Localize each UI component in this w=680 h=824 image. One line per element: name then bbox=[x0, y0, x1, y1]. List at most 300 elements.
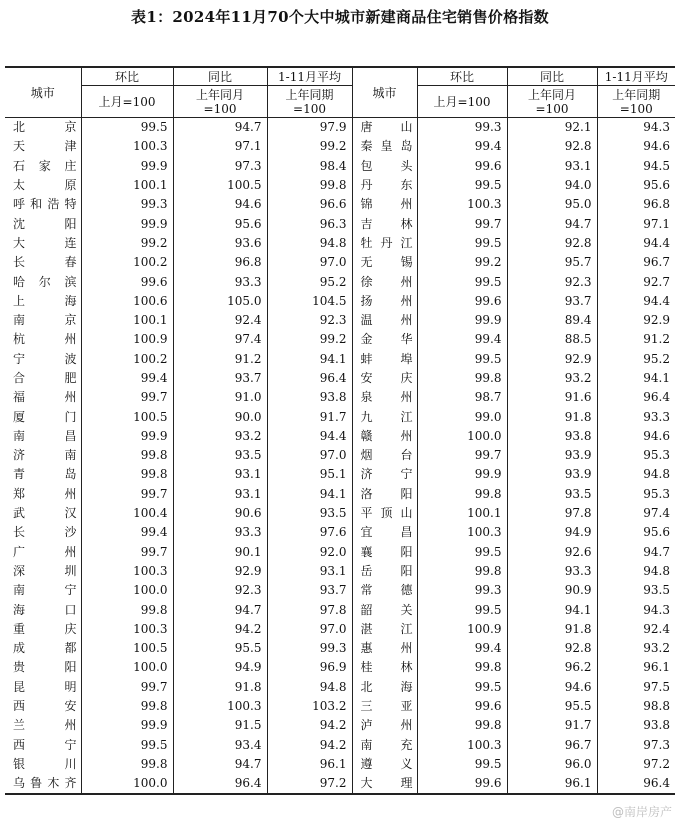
city-right-cell: 金华 bbox=[352, 330, 417, 349]
yoy-right-cell: 96.1 bbox=[507, 774, 597, 794]
yoy-right-cell: 93.9 bbox=[507, 446, 597, 465]
mom-left-cell: 99.5 bbox=[81, 736, 173, 755]
avg-left-cell: 92.3 bbox=[267, 311, 352, 330]
avg-left-cell: 103.2 bbox=[267, 697, 352, 716]
mom-left-cell: 100.1 bbox=[81, 311, 173, 330]
yoy-left-cell: 94.2 bbox=[173, 620, 267, 639]
city-right-cell: 扬州 bbox=[352, 292, 417, 311]
avg-right-cell: 94.3 bbox=[643, 602, 670, 617]
avg-left-cell: 99.3 bbox=[267, 639, 352, 658]
mom-right-cell: 99.4 bbox=[417, 330, 507, 349]
city-right-cell: 徐州 bbox=[352, 272, 417, 291]
city-right-cell: 北海 bbox=[352, 678, 417, 697]
mom-left-cell: 99.8 bbox=[81, 465, 173, 484]
yoy-right-cell: 88.5 bbox=[507, 330, 597, 349]
city-left-cell: 南宁 bbox=[5, 581, 81, 600]
avg-right-cell: 94.1 bbox=[643, 371, 670, 385]
mom-left-cell: 99.5 bbox=[81, 118, 173, 138]
city-right-cell: 三亚 bbox=[352, 697, 417, 716]
avg-left-cell: 96.6 bbox=[267, 195, 352, 214]
avg-right-cell: 96.4 bbox=[643, 390, 670, 405]
city-right-cell: 岳阳 bbox=[352, 562, 417, 581]
yoy-right-cell: 92.8 bbox=[507, 234, 597, 253]
mom-left-cell: 99.7 bbox=[81, 543, 173, 562]
yoy-left-cell: 93.3 bbox=[173, 523, 267, 542]
city-right-cell: 洛阳 bbox=[352, 485, 417, 504]
yoy-right-cell: 96.0 bbox=[507, 755, 597, 774]
avg-right-cell: 95.6 bbox=[643, 525, 670, 540]
city-left-cell: 天津 bbox=[5, 137, 81, 156]
mom-right-cell: 99.7 bbox=[417, 446, 507, 465]
avg-left-cell: 94.2 bbox=[267, 736, 352, 755]
table-row bbox=[5, 716, 675, 735]
avg-right-cell: 94.8 bbox=[643, 563, 670, 578]
avg-right-cell: 93.5 bbox=[643, 583, 670, 598]
avg-right-cell: 94.5 bbox=[643, 158, 670, 173]
city-right-cell: 温州 bbox=[352, 311, 417, 330]
city-left-cell: 北京 bbox=[5, 118, 81, 138]
yoy-left-cell: 93.6 bbox=[173, 234, 267, 253]
table-row bbox=[5, 137, 675, 156]
table-row bbox=[5, 407, 675, 426]
table-row bbox=[5, 446, 675, 465]
avg-left-cell: 98.4 bbox=[267, 157, 352, 176]
table-row bbox=[5, 600, 675, 619]
table-row bbox=[5, 118, 675, 138]
mom-right-cell: 99.5 bbox=[417, 350, 507, 369]
header-yoy-base-left: 上年同月 =100 bbox=[173, 86, 267, 118]
mom-left-cell: 100.3 bbox=[81, 562, 173, 581]
avg-right-cell: 92.9 bbox=[643, 313, 670, 328]
mom-left-cell: 100.2 bbox=[81, 253, 173, 272]
mom-right-cell: 99.8 bbox=[417, 716, 507, 735]
avg-right-cell: 93.8 bbox=[643, 718, 670, 733]
yoy-right-cell: 95.0 bbox=[507, 195, 597, 214]
city-left-cell: 沈阳 bbox=[5, 214, 81, 233]
city-left-cell: 大连 bbox=[5, 234, 81, 253]
mom-left-cell: 100.5 bbox=[81, 407, 173, 426]
yoy-right-cell: 91.8 bbox=[507, 407, 597, 426]
mom-left-cell: 99.7 bbox=[81, 388, 173, 407]
city-right-cell: 襄阳 bbox=[352, 543, 417, 562]
avg-left-cell: 96.9 bbox=[267, 658, 352, 677]
header-city-right: 城市 bbox=[352, 67, 417, 118]
yoy-left-cell: 93.1 bbox=[173, 485, 267, 504]
mom-left-cell: 100.3 bbox=[81, 137, 173, 156]
yoy-right-cell: 89.4 bbox=[507, 311, 597, 330]
yoy-right-cell: 94.1 bbox=[507, 600, 597, 619]
city-right-cell: 泉州 bbox=[352, 388, 417, 407]
table-row bbox=[5, 620, 675, 639]
table-row bbox=[5, 234, 675, 253]
mom-right-cell: 99.4 bbox=[417, 639, 507, 658]
mom-right-cell: 99.9 bbox=[417, 311, 507, 330]
mom-right-cell: 99.9 bbox=[417, 465, 507, 484]
header-avg-right: 1-11月平均 bbox=[597, 67, 675, 86]
mom-left-cell: 100.0 bbox=[81, 774, 173, 794]
yoy-right-cell: 92.3 bbox=[507, 272, 597, 291]
mom-right-cell: 99.5 bbox=[417, 234, 507, 253]
mom-left-cell: 100.0 bbox=[81, 658, 173, 677]
header-city-left: 城市 bbox=[5, 67, 81, 118]
yoy-left-cell: 95.6 bbox=[173, 214, 267, 233]
mom-left-cell: 100.0 bbox=[81, 581, 173, 600]
avg-right-cell: 94.6 bbox=[643, 428, 670, 443]
city-left-cell: 深圳 bbox=[5, 562, 81, 581]
table-row bbox=[5, 388, 675, 407]
table-row bbox=[5, 176, 675, 195]
table-row bbox=[5, 697, 675, 716]
city-left-cell: 上海 bbox=[5, 292, 81, 311]
table-row bbox=[5, 581, 675, 600]
mom-right-cell: 100.9 bbox=[417, 620, 507, 639]
yoy-left-cell: 94.9 bbox=[173, 658, 267, 677]
mom-left-cell: 99.9 bbox=[81, 427, 173, 446]
avg-left-cell: 95.2 bbox=[267, 272, 352, 291]
avg-left-cell: 99.2 bbox=[267, 330, 352, 349]
city-right-cell: 蚌埠 bbox=[352, 350, 417, 369]
city-right-cell: 秦皇岛 bbox=[352, 137, 417, 156]
avg-left-cell: 104.5 bbox=[267, 292, 352, 311]
avg-right-cell: 94.8 bbox=[643, 467, 670, 482]
yoy-left-cell: 95.5 bbox=[173, 639, 267, 658]
yoy-left-cell: 97.4 bbox=[173, 330, 267, 349]
mom-left-cell: 99.9 bbox=[81, 214, 173, 233]
city-right-cell: 宜昌 bbox=[352, 523, 417, 542]
city-right-cell: 济宁 bbox=[352, 465, 417, 484]
table-row bbox=[5, 157, 675, 176]
city-left-cell: 青岛 bbox=[5, 465, 81, 484]
avg-right-cell: 96.1 bbox=[643, 660, 670, 675]
city-right-cell: 唐山 bbox=[352, 118, 417, 138]
avg-right-cell: 95.2 bbox=[643, 351, 670, 366]
avg-left-cell: 93.5 bbox=[267, 504, 352, 523]
city-right-cell: 包头 bbox=[352, 157, 417, 176]
city-left-cell: 合肥 bbox=[5, 369, 81, 388]
avg-right-cell: 93.3 bbox=[643, 409, 670, 424]
mom-right-cell: 99.5 bbox=[417, 678, 507, 697]
city-left-cell: 重庆 bbox=[5, 620, 81, 639]
mom-left-cell: 99.9 bbox=[81, 157, 173, 176]
mom-right-cell: 99.6 bbox=[417, 292, 507, 311]
avg-right-cell: 97.2 bbox=[643, 756, 670, 771]
yoy-left-cell: 90.6 bbox=[173, 504, 267, 523]
city-right-cell: 平顶山 bbox=[352, 504, 417, 523]
table-title: 表1：2024年11月70个大中城市新建商品住宅销售价格指数 bbox=[131, 8, 549, 26]
avg-left-cell: 97.0 bbox=[267, 253, 352, 272]
mom-right-cell: 99.6 bbox=[417, 774, 507, 794]
yoy-right-cell: 96.7 bbox=[507, 736, 597, 755]
yoy-left-cell: 93.1 bbox=[173, 465, 267, 484]
table-row bbox=[5, 774, 675, 794]
yoy-left-cell: 93.4 bbox=[173, 736, 267, 755]
city-right-cell: 惠州 bbox=[352, 639, 417, 658]
yoy-right-cell: 92.1 bbox=[507, 118, 597, 138]
yoy-left-cell: 97.3 bbox=[173, 157, 267, 176]
mom-left-cell: 99.8 bbox=[81, 446, 173, 465]
table-row bbox=[5, 195, 675, 214]
table-row bbox=[5, 369, 675, 388]
header-mom-base-right: 上月=100 bbox=[417, 86, 507, 118]
header-yoy-right: 同比 bbox=[507, 67, 597, 86]
yoy-left-cell: 93.2 bbox=[173, 427, 267, 446]
city-right-cell: 吉林 bbox=[352, 214, 417, 233]
yoy-left-cell: 91.0 bbox=[173, 388, 267, 407]
yoy-left-cell: 93.3 bbox=[173, 272, 267, 291]
city-right-cell: 安庆 bbox=[352, 369, 417, 388]
yoy-left-cell: 90.0 bbox=[173, 407, 267, 426]
avg-left-cell: 97.6 bbox=[267, 523, 352, 542]
avg-left-cell: 94.4 bbox=[267, 427, 352, 446]
avg-right-cell: 97.5 bbox=[643, 679, 670, 694]
avg-right-cell: 95.3 bbox=[643, 486, 670, 501]
city-right-cell: 泸州 bbox=[352, 716, 417, 735]
yoy-right-cell: 90.9 bbox=[507, 581, 597, 600]
yoy-right-cell: 92.8 bbox=[507, 137, 597, 156]
avg-right-cell: 98.8 bbox=[643, 699, 670, 714]
yoy-right-cell: 95.5 bbox=[507, 697, 597, 716]
mom-right-cell: 99.4 bbox=[417, 137, 507, 156]
mom-left-cell: 99.8 bbox=[81, 755, 173, 774]
avg-right-cell: 94.4 bbox=[643, 235, 670, 250]
city-right-cell: 湛江 bbox=[352, 620, 417, 639]
table-body bbox=[5, 118, 675, 795]
avg-right-cell: 92.7 bbox=[643, 274, 670, 289]
mom-left-cell: 100.4 bbox=[81, 504, 173, 523]
avg-left-cell: 96.1 bbox=[267, 755, 352, 774]
city-right-cell: 锦州 bbox=[352, 195, 417, 214]
yoy-left-cell: 91.8 bbox=[173, 678, 267, 697]
yoy-right-cell: 93.7 bbox=[507, 292, 597, 311]
city-left-cell: 乌鲁木齐 bbox=[5, 774, 81, 794]
yoy-left-cell: 97.1 bbox=[173, 137, 267, 156]
mom-right-cell: 99.0 bbox=[417, 407, 507, 426]
avg-left-cell: 94.8 bbox=[267, 234, 352, 253]
avg-right-cell: 94.6 bbox=[643, 139, 670, 154]
mom-right-cell: 99.8 bbox=[417, 658, 507, 677]
city-left-cell: 呼和浩特 bbox=[5, 195, 81, 214]
yoy-right-cell: 92.9 bbox=[507, 350, 597, 369]
yoy-right-cell: 92.8 bbox=[507, 639, 597, 658]
city-right-cell: 南充 bbox=[352, 736, 417, 755]
avg-left-cell: 94.2 bbox=[267, 716, 352, 735]
yoy-left-cell: 92.9 bbox=[173, 562, 267, 581]
avg-left-cell: 95.1 bbox=[267, 465, 352, 484]
mom-left-cell: 99.7 bbox=[81, 678, 173, 697]
table-row bbox=[5, 253, 675, 272]
avg-right-cell: 94.3 bbox=[643, 120, 670, 135]
table-row bbox=[5, 678, 675, 697]
city-right-cell: 大理 bbox=[352, 774, 417, 794]
mom-left-cell: 100.3 bbox=[81, 620, 173, 639]
yoy-left-cell: 91.5 bbox=[173, 716, 267, 735]
avg-left-cell: 97.2 bbox=[267, 774, 352, 794]
yoy-left-cell: 105.0 bbox=[173, 292, 267, 311]
yoy-right-cell: 94.6 bbox=[507, 678, 597, 697]
table-row bbox=[5, 639, 675, 658]
mom-left-cell: 99.6 bbox=[81, 272, 173, 291]
avg-right-cell: 95.3 bbox=[643, 448, 670, 463]
yoy-left-cell: 96.4 bbox=[173, 774, 267, 794]
mom-left-cell: 99.8 bbox=[81, 600, 173, 619]
yoy-right-cell: 91.7 bbox=[507, 716, 597, 735]
city-left-cell: 长沙 bbox=[5, 523, 81, 542]
avg-right-cell: 97.1 bbox=[643, 216, 670, 231]
yoy-right-cell: 94.7 bbox=[507, 214, 597, 233]
mom-left-cell: 99.3 bbox=[81, 195, 173, 214]
mom-left-cell: 99.7 bbox=[81, 485, 173, 504]
city-right-cell: 无锡 bbox=[352, 253, 417, 272]
city-left-cell: 广州 bbox=[5, 543, 81, 562]
city-left-cell: 兰州 bbox=[5, 716, 81, 735]
yoy-left-cell: 94.6 bbox=[173, 195, 267, 214]
city-right-cell: 烟台 bbox=[352, 446, 417, 465]
yoy-left-cell: 93.5 bbox=[173, 446, 267, 465]
table-row bbox=[5, 658, 675, 677]
mom-right-cell: 98.7 bbox=[417, 388, 507, 407]
yoy-right-cell: 97.8 bbox=[507, 504, 597, 523]
avg-right-cell: 94.7 bbox=[643, 544, 670, 559]
yoy-left-cell: 96.8 bbox=[173, 253, 267, 272]
yoy-left-cell: 94.7 bbox=[173, 118, 267, 138]
table-row bbox=[5, 272, 675, 291]
header-mom-right: 环比 bbox=[417, 67, 507, 86]
avg-right-cell: 96.4 bbox=[597, 774, 675, 794]
yoy-right-cell: 93.1 bbox=[507, 157, 597, 176]
mom-right-cell: 99.2 bbox=[417, 253, 507, 272]
mom-left-cell: 100.9 bbox=[81, 330, 173, 349]
yoy-left-cell: 94.7 bbox=[173, 600, 267, 619]
mom-right-cell: 99.8 bbox=[417, 485, 507, 504]
table-row bbox=[5, 523, 675, 542]
city-right-cell: 丹东 bbox=[352, 176, 417, 195]
avg-left-cell: 97.0 bbox=[267, 446, 352, 465]
mom-right-cell: 99.7 bbox=[417, 214, 507, 233]
yoy-right-cell: 92.6 bbox=[507, 543, 597, 562]
avg-left-cell: 97.8 bbox=[267, 600, 352, 619]
city-left-cell: 南昌 bbox=[5, 427, 81, 446]
avg-left-cell: 93.8 bbox=[267, 388, 352, 407]
avg-right-cell: 97.4 bbox=[643, 506, 670, 521]
yoy-right-cell: 94.0 bbox=[507, 176, 597, 195]
city-left-cell: 郑州 bbox=[5, 485, 81, 504]
avg-right-cell: 93.2 bbox=[643, 641, 670, 656]
city-left-cell: 济南 bbox=[5, 446, 81, 465]
table-row bbox=[5, 427, 675, 446]
mom-right-cell: 99.3 bbox=[417, 581, 507, 600]
mom-right-cell: 100.1 bbox=[417, 504, 507, 523]
avg-right-cell: 91.2 bbox=[643, 332, 670, 347]
yoy-left-cell: 92.4 bbox=[173, 311, 267, 330]
city-left-cell: 宁波 bbox=[5, 350, 81, 369]
yoy-right-cell: 96.2 bbox=[507, 658, 597, 677]
mom-right-cell: 99.5 bbox=[417, 600, 507, 619]
city-left-cell: 成都 bbox=[5, 639, 81, 658]
mom-right-cell: 100.3 bbox=[417, 736, 507, 755]
avg-right-cell: 96.8 bbox=[643, 197, 670, 212]
table-row bbox=[5, 350, 675, 369]
avg-left-cell: 94.8 bbox=[267, 678, 352, 697]
city-left-cell: 银川 bbox=[5, 755, 81, 774]
mom-left-cell: 100.2 bbox=[81, 350, 173, 369]
avg-left-cell: 96.4 bbox=[267, 369, 352, 388]
yoy-right-cell: 94.9 bbox=[507, 523, 597, 542]
price-index-table bbox=[5, 66, 675, 795]
avg-left-cell: 99.8 bbox=[267, 176, 352, 195]
city-right-cell: 遵义 bbox=[352, 755, 417, 774]
mom-left-cell: 100.5 bbox=[81, 639, 173, 658]
yoy-left-cell: 91.2 bbox=[173, 350, 267, 369]
city-left-cell: 南京 bbox=[5, 311, 81, 330]
avg-right-cell: 95.6 bbox=[643, 178, 670, 193]
city-left-cell: 长春 bbox=[5, 253, 81, 272]
city-left-cell: 贵阳 bbox=[5, 658, 81, 677]
mom-right-cell: 99.3 bbox=[417, 118, 507, 138]
table-row bbox=[5, 465, 675, 484]
mom-right-cell: 99.8 bbox=[417, 369, 507, 388]
avg-left-cell: 93.1 bbox=[267, 562, 352, 581]
watermark: @南岸房产 bbox=[611, 805, 672, 819]
avg-left-cell: 92.0 bbox=[267, 543, 352, 562]
city-right-cell: 牡丹江 bbox=[352, 234, 417, 253]
yoy-right-cell: 91.8 bbox=[507, 620, 597, 639]
yoy-left-cell: 92.3 bbox=[173, 581, 267, 600]
city-left-cell: 昆明 bbox=[5, 678, 81, 697]
city-left-cell: 太原 bbox=[5, 176, 81, 195]
yoy-left-cell: 93.7 bbox=[173, 369, 267, 388]
city-left-cell: 厦门 bbox=[5, 407, 81, 426]
avg-left-cell: 91.7 bbox=[267, 407, 352, 426]
mom-left-cell: 99.2 bbox=[81, 234, 173, 253]
city-left-cell: 哈尔滨 bbox=[5, 272, 81, 291]
yoy-right-cell: 95.7 bbox=[507, 253, 597, 272]
yoy-right-cell: 93.3 bbox=[507, 562, 597, 581]
avg-right-cell: 92.4 bbox=[643, 621, 670, 636]
table-row bbox=[5, 562, 675, 581]
yoy-right-cell: 91.6 bbox=[507, 388, 597, 407]
header-avg-base-right: 上年同期 =100 bbox=[597, 86, 675, 118]
mom-left-cell: 99.4 bbox=[81, 523, 173, 542]
table-row bbox=[5, 504, 675, 523]
header-yoy-left: 同比 bbox=[173, 67, 267, 86]
avg-left-cell: 97.9 bbox=[267, 118, 352, 138]
header-mom-base-left: 上月=100 bbox=[81, 86, 173, 118]
city-right-cell: 常德 bbox=[352, 581, 417, 600]
header-avg-left: 1-11月平均 bbox=[267, 67, 352, 86]
city-right-cell: 韶关 bbox=[352, 600, 417, 619]
table-row bbox=[5, 755, 675, 774]
mom-left-cell: 100.6 bbox=[81, 292, 173, 311]
city-left-cell: 武汉 bbox=[5, 504, 81, 523]
table-row bbox=[5, 214, 675, 233]
mom-right-cell: 99.5 bbox=[417, 176, 507, 195]
yoy-right-cell: 93.9 bbox=[507, 465, 597, 484]
mom-right-cell: 99.5 bbox=[417, 543, 507, 562]
yoy-left-cell: 100.3 bbox=[173, 697, 267, 716]
city-left-cell: 石家庄 bbox=[5, 157, 81, 176]
header-avg-base-left: 上年同期 =100 bbox=[267, 86, 352, 118]
header-yoy-base-right: 上年同月 =100 bbox=[507, 86, 597, 118]
table-row bbox=[5, 736, 675, 755]
mom-left-cell: 100.1 bbox=[81, 176, 173, 195]
mom-right-cell: 99.6 bbox=[417, 157, 507, 176]
avg-left-cell: 94.1 bbox=[267, 350, 352, 369]
city-right-cell: 桂林 bbox=[352, 658, 417, 677]
mom-right-cell: 99.8 bbox=[417, 562, 507, 581]
header-mom-left: 环比 bbox=[81, 67, 173, 86]
yoy-right-cell: 93.2 bbox=[507, 369, 597, 388]
yoy-left-cell: 94.7 bbox=[173, 755, 267, 774]
